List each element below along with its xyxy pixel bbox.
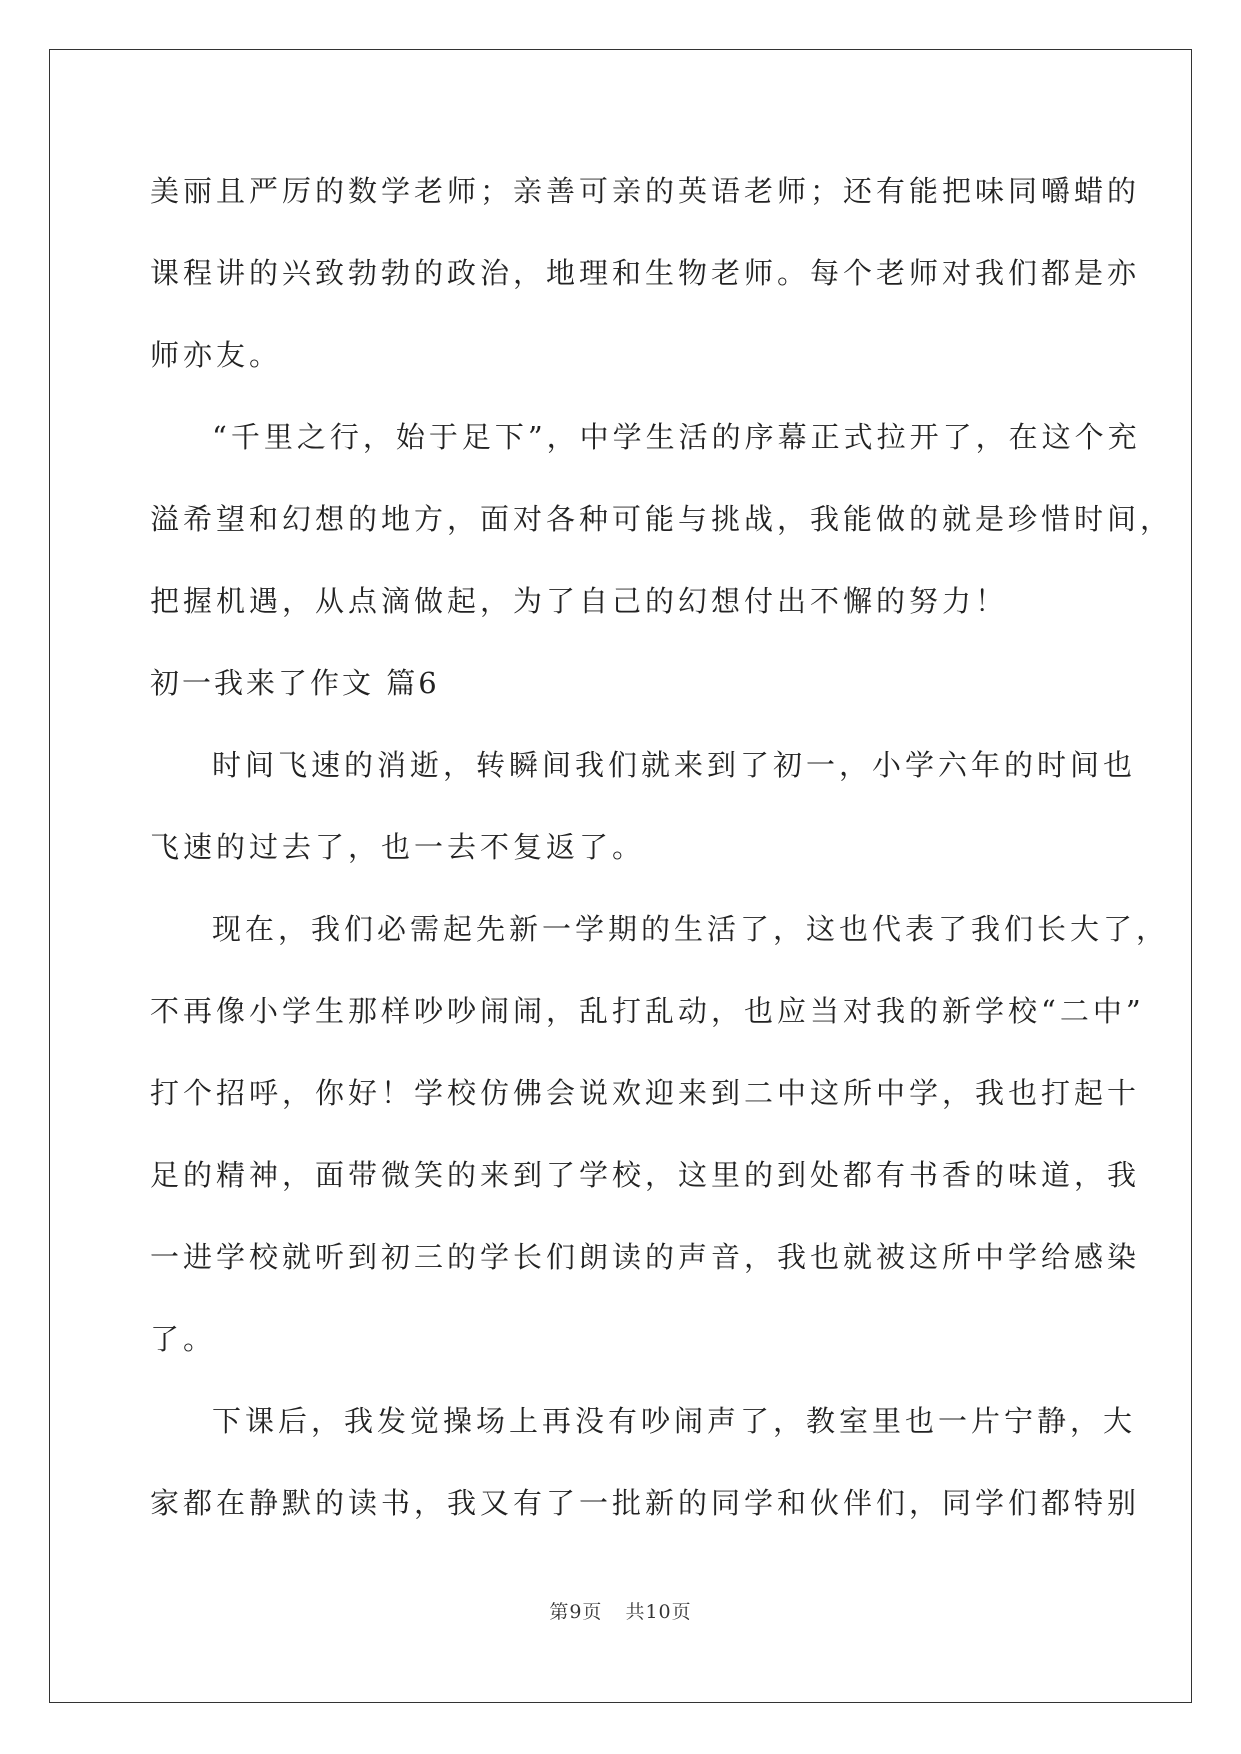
text-line: 课程讲的兴致勃勃的政治，地理和生物老师。每个老师对我们都是亦 <box>150 256 1141 290</box>
text-line: 不再像小学生那样吵吵闹闹，乱打乱动，也应当对我的新学校“二中” <box>150 994 1145 1028</box>
paragraph-start-line: 时间飞速的消逝，转瞬间我们就来到了初一，小学六年的时间也 <box>212 748 1137 782</box>
paragraph-start-line: “千里之行，始于足下”，中学生活的序幕正式拉开了，在这个充 <box>212 420 1141 454</box>
text-line: 打个招呼，你好！学校仿佛会说欢迎来到二中这所中学，我也打起十 <box>150 1076 1141 1110</box>
page-number: 第9页 <box>549 1601 603 1623</box>
paragraph-start-line: 现在，我们必需起先新一学期的生活了，这也代表了我们长大了， <box>212 912 1170 946</box>
text-line: 把握机遇，从点滴做起，为了自己的幻想付出不懈的努力！ <box>150 584 1009 618</box>
text-line: 一进学校就听到初三的学长们朗读的声音，我也就被这所中学给感染 <box>150 1240 1141 1274</box>
total-pages: 共10页 <box>625 1601 692 1623</box>
text-line: 美丽且严厉的数学老师；亲善可亲的英语老师；还有能把味同嚼蜡的 <box>150 174 1141 208</box>
page-footer <box>0 1597 1241 1624</box>
text-line: 溢希望和幻想的地方，面对各种可能与挑战，我能做的就是珍惜时间， <box>150 502 1174 536</box>
text-line: 家都在静默的读书，我又有了一批新的同学和伙伴们，同学们都特别 <box>150 1486 1141 1520</box>
text-line: 师亦友。 <box>150 338 283 372</box>
text-line: 足的精神，面带微笑的来到了学校，这里的到处都有书香的味道，我 <box>150 1158 1141 1192</box>
paragraph-start-line: 下课后，我发觉操场上再没有吵闹声了，教室里也一片宁静，大 <box>212 1404 1137 1438</box>
text-line: 飞速的过去了，也一去不复返了。 <box>150 830 646 864</box>
text-line: 了。 <box>150 1322 217 1356</box>
document-body <box>150 162 1174 1556</box>
section-heading: 初一我来了作文 篇6 <box>150 666 440 700</box>
